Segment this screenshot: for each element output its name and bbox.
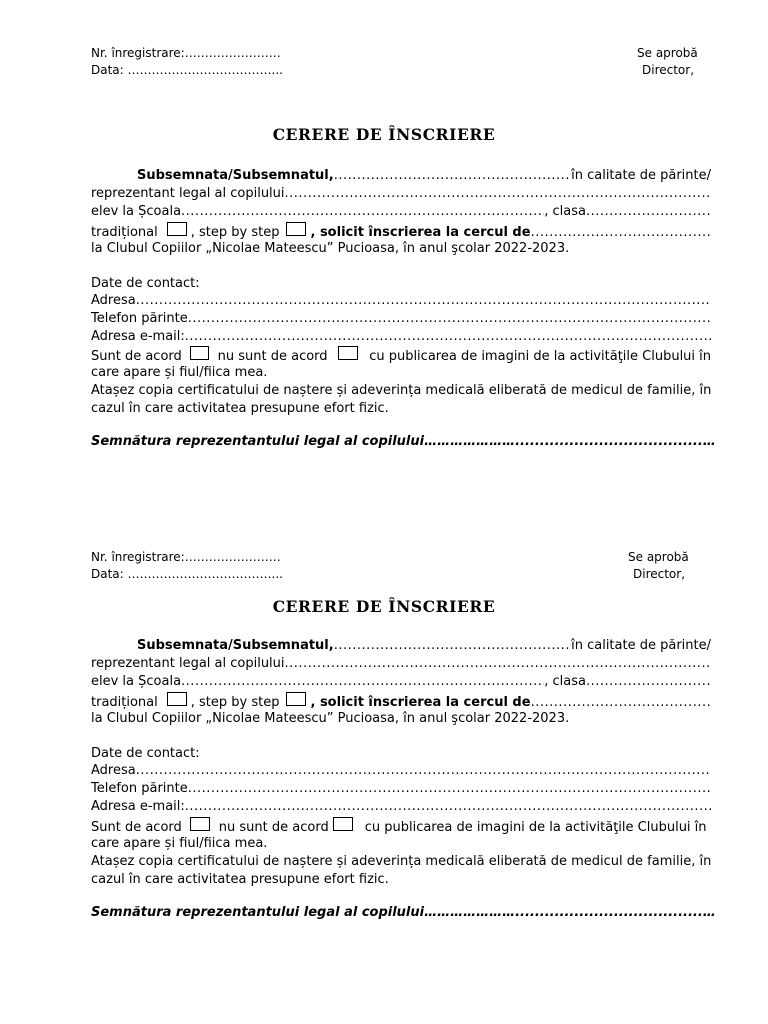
address-label: Adresa [91, 293, 136, 308]
disagree-label: nu sunt de acord [218, 820, 329, 835]
stepbystep-checkbox[interactable] [286, 692, 306, 706]
circle-field[interactable] [531, 695, 711, 710]
name-field[interactable] [334, 168, 571, 183]
email-field[interactable] [185, 329, 711, 344]
school-field[interactable] [181, 204, 544, 219]
stepbystep-label: , step by step [190, 695, 280, 710]
option-line [91, 222, 711, 240]
address-line [91, 293, 711, 311]
reprezentant-label: reprezentant legal al copilului [91, 656, 285, 671]
reprezentant-line [91, 656, 711, 674]
club-line: la Clubul Copiilor „Nicolae Mateescu” Pucioasa, în anul şcolar 2022-2023. [91, 711, 570, 726]
date-label: Data: ………………………………... [91, 63, 283, 77]
approval-label: Se aprobă [637, 46, 698, 60]
class-field[interactable] [586, 204, 711, 219]
disagree-label: nu sunt de acord [217, 349, 328, 364]
email-line [91, 799, 711, 817]
subsemnat-label: Subsemnata/Subsemnatul, [137, 638, 334, 653]
child-name-field[interactable] [285, 186, 711, 201]
consent-line [91, 346, 711, 364]
contact-title: Date de contact: [91, 276, 200, 291]
director-label: Director, [642, 63, 695, 77]
email-field[interactable] [185, 799, 711, 814]
page-title: CERERE DE ÎNSCRIERE [272, 125, 496, 144]
subsemnat-line [91, 638, 711, 656]
date-label: Data: ………………………………... [91, 567, 283, 581]
traditional-checkbox[interactable] [167, 222, 187, 236]
name-field[interactable] [334, 638, 571, 653]
approval-label: Se aprobă [628, 550, 689, 564]
traditional-checkbox[interactable] [167, 692, 187, 706]
publication-text: cu publicarea de imagini de la activităţile Clubului în [369, 349, 712, 364]
director-label: Director, [633, 567, 686, 581]
child-appears-text: care apare și fiul/fiica mea. [91, 836, 268, 851]
attachment-text-1: Atașez copia certificatului de naștere și adeverința medicală eliberată de medicul de familie, în [91, 383, 712, 398]
email-label: Adresa e-mail: [91, 799, 185, 814]
disagree-checkbox[interactable] [338, 346, 357, 360]
address-label: Adresa [91, 763, 136, 778]
traditional-label: tradițional [91, 695, 158, 710]
class-field[interactable] [586, 674, 711, 689]
phone-line [91, 311, 711, 329]
phone-label: Telefon părinte [91, 311, 188, 326]
address-line [91, 763, 711, 781]
signature-line[interactable]: Semnătura reprezentantului legal al copilului…………………......................................… [91, 434, 716, 449]
school-field[interactable] [181, 674, 544, 689]
solicit-label: , solicit înscrierea la cercul de [310, 225, 531, 240]
elev-label: elev la Școala [91, 204, 182, 219]
elev-line [91, 204, 711, 222]
agree-checkbox[interactable] [190, 817, 210, 831]
agree-label: Sunt de acord [91, 820, 182, 835]
phone-line [91, 781, 711, 799]
publication-text: cu publicarea de imagini de la activităţile Clubului în [364, 820, 707, 835]
disagree-checkbox[interactable] [333, 817, 353, 831]
child-appears-text: care apare și fiul/fiica mea. [91, 365, 268, 380]
address-field[interactable] [136, 763, 711, 778]
reprezentant-label: reprezentant legal al copilului [91, 186, 285, 201]
email-label: Adresa e-mail: [91, 329, 185, 344]
calitate-text: în calitate de părinte/ [571, 168, 711, 183]
stepbystep-checkbox[interactable] [286, 222, 306, 236]
calitate-text: în calitate de părinte/ [571, 638, 711, 653]
subsemnat-line [91, 168, 711, 186]
attachment-text-2: cazul în care activitatea presupune efort fizic. [91, 872, 389, 887]
option-line [91, 692, 711, 710]
stepbystep-label: , step by step [190, 225, 280, 240]
circle-field[interactable] [531, 225, 711, 240]
elev-line [91, 674, 711, 692]
agree-label: Sunt de acord [91, 349, 182, 364]
email-line [91, 329, 711, 347]
attachment-text-1: Atașez copia certificatului de naștere și adeverința medicală eliberată de medicul de familie, în [91, 854, 712, 869]
registration-number-label: Nr. înregistrare:…………………… [91, 550, 281, 564]
phone-field[interactable] [188, 781, 711, 796]
elev-label: elev la Școala [91, 674, 182, 689]
reprezentant-line [91, 186, 711, 204]
page-title: CERERE DE ÎNSCRIERE [272, 597, 496, 616]
agree-checkbox[interactable] [190, 346, 209, 360]
clasa-label: , clasa [544, 204, 586, 219]
phone-label: Telefon părinte [91, 781, 188, 796]
child-name-field[interactable] [285, 656, 711, 671]
signature-line[interactable]: Semnătura reprezentantului legal al copilului…………………......................................… [91, 905, 716, 920]
contact-title: Date de contact: [91, 746, 200, 761]
phone-field[interactable] [188, 311, 711, 326]
subsemnat-label: Subsemnata/Subsemnatul, [137, 168, 334, 183]
club-line: la Clubul Copiilor „Nicolae Mateescu” Pucioasa, în anul şcolar 2022-2023. [91, 241, 570, 256]
clasa-label: , clasa [544, 674, 586, 689]
registration-number-label: Nr. înregistrare:…………………… [91, 46, 281, 60]
address-field[interactable] [136, 293, 711, 308]
traditional-label: tradițional [91, 225, 158, 240]
solicit-label: , solicit înscrierea la cercul de [310, 695, 531, 710]
attachment-text-2: cazul în care activitatea presupune efort fizic. [91, 401, 389, 416]
consent-line [91, 817, 711, 835]
